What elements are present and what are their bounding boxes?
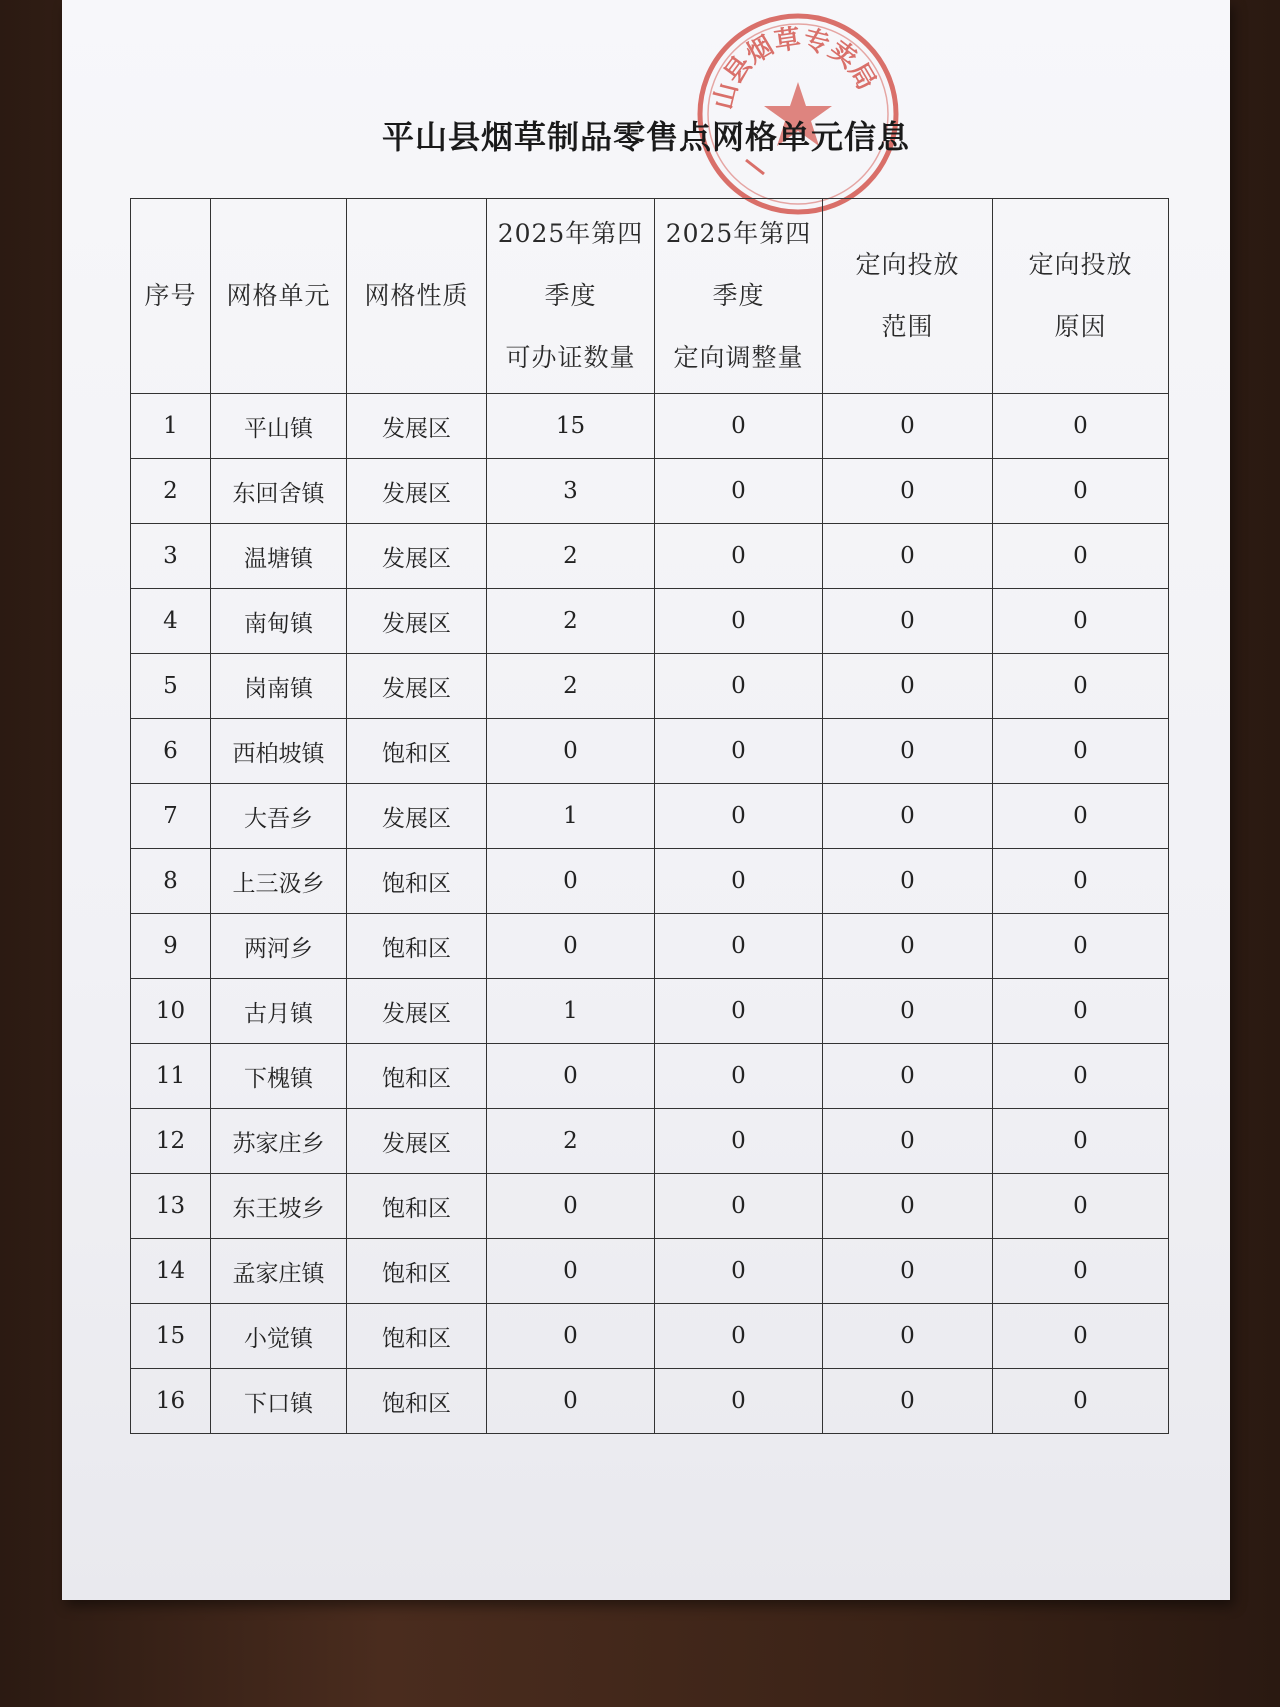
cell-directed-scope: 0 xyxy=(823,1239,993,1304)
cell-directed-adjust: 0 xyxy=(655,524,823,589)
header-line: 网格性质 xyxy=(364,281,469,310)
cell-grid-nature: 发展区 xyxy=(347,654,487,719)
cell-directed-reason: 0 xyxy=(993,589,1169,654)
header-directed-adjust xyxy=(655,199,823,394)
document-title: 平山县烟草制品零售点网格单元信息 xyxy=(381,118,910,156)
cell-directed-scope: 0 xyxy=(823,719,993,784)
cell-grid-unit: 两河乡 xyxy=(211,914,347,979)
header-line: 2025年第四 xyxy=(497,219,644,248)
cell-directed-adjust: 0 xyxy=(655,719,823,784)
cell-directed-adjust: 0 xyxy=(655,654,823,719)
cell-directed-scope: 0 xyxy=(823,1304,993,1369)
cell-directed-reason: 0 xyxy=(993,784,1169,849)
header-line: 序号 xyxy=(144,281,197,310)
cell-index: 2 xyxy=(131,459,211,524)
header-line: 季度 xyxy=(544,281,597,310)
header-line: 网格单元 xyxy=(226,281,331,310)
cell-grid-unit: 温塘镇 xyxy=(211,524,347,589)
cell-grid-unit: 苏家庄乡 xyxy=(211,1109,347,1174)
cell-index: 14 xyxy=(131,1239,211,1304)
cell-directed-reason: 0 xyxy=(993,524,1169,589)
cell-directed-scope: 0 xyxy=(823,784,993,849)
cell-grid-unit: 西柏坡镇 xyxy=(211,719,347,784)
cell-grid-nature: 饱和区 xyxy=(347,914,487,979)
header-line: 范围 xyxy=(881,312,934,341)
cell-license-quota: 2 xyxy=(487,654,655,719)
cell-license-quota: 15 xyxy=(487,394,655,459)
cell-directed-adjust: 0 xyxy=(655,1304,823,1369)
cell-license-quota: 2 xyxy=(487,524,655,589)
header-line: 定向调整量 xyxy=(673,343,804,372)
cell-directed-adjust: 0 xyxy=(655,1109,823,1174)
table-row xyxy=(131,1369,1169,1434)
cell-directed-scope: 0 xyxy=(823,1369,993,1434)
cell-grid-unit: 岗南镇 xyxy=(211,654,347,719)
cell-grid-nature: 发展区 xyxy=(347,524,487,589)
cell-license-quota: 0 xyxy=(487,849,655,914)
cell-license-quota: 0 xyxy=(487,1044,655,1109)
table-row xyxy=(131,784,1169,849)
cell-grid-unit: 上三汲乡 xyxy=(211,849,347,914)
cell-grid-unit: 小觉镇 xyxy=(211,1304,347,1369)
table-row xyxy=(131,394,1169,459)
header-directed-scope xyxy=(823,199,993,394)
cell-license-quota: 0 xyxy=(487,1304,655,1369)
cell-directed-adjust: 0 xyxy=(655,1369,823,1434)
cell-index: 9 xyxy=(131,914,211,979)
cell-grid-nature: 发展区 xyxy=(347,784,487,849)
cell-grid-unit: 南甸镇 xyxy=(211,589,347,654)
cell-directed-scope: 0 xyxy=(823,1044,993,1109)
cell-index: 15 xyxy=(131,1304,211,1369)
table-row xyxy=(131,1174,1169,1239)
header-license-quota xyxy=(487,199,655,394)
cell-directed-reason: 0 xyxy=(993,654,1169,719)
cell-directed-adjust: 0 xyxy=(655,979,823,1044)
cell-license-quota: 2 xyxy=(487,589,655,654)
table-row xyxy=(131,914,1169,979)
table-row xyxy=(131,849,1169,914)
cell-directed-adjust: 0 xyxy=(655,1174,823,1239)
cell-grid-unit: 东回舍镇 xyxy=(211,459,347,524)
cell-index: 4 xyxy=(131,589,211,654)
cell-grid-unit: 大吾乡 xyxy=(211,784,347,849)
table-row xyxy=(131,1044,1169,1109)
cell-directed-reason: 0 xyxy=(993,1109,1169,1174)
cell-grid-unit: 东王坡乡 xyxy=(211,1174,347,1239)
cell-directed-reason: 0 xyxy=(993,914,1169,979)
cell-grid-nature: 发展区 xyxy=(347,459,487,524)
table-row xyxy=(131,654,1169,719)
cell-index: 11 xyxy=(131,1044,211,1109)
cell-grid-unit: 孟家庄镇 xyxy=(211,1239,347,1304)
cell-directed-scope: 0 xyxy=(823,1109,993,1174)
cell-directed-reason: 0 xyxy=(993,719,1169,784)
cell-directed-reason: 0 xyxy=(993,1304,1169,1369)
table-row xyxy=(131,459,1169,524)
table-row xyxy=(131,719,1169,784)
cell-directed-scope: 0 xyxy=(823,459,993,524)
cell-license-quota: 1 xyxy=(487,784,655,849)
cell-license-quota: 0 xyxy=(487,1174,655,1239)
cell-license-quota: 0 xyxy=(487,1239,655,1304)
header-grid-unit xyxy=(211,199,347,394)
cell-grid-nature: 发展区 xyxy=(347,1109,487,1174)
table-row xyxy=(131,589,1169,654)
cell-license-quota: 0 xyxy=(487,1369,655,1434)
cell-index: 8 xyxy=(131,849,211,914)
cell-grid-unit: 平山镇 xyxy=(211,394,347,459)
grid-unit-table xyxy=(130,198,1169,1434)
header-index xyxy=(131,199,211,394)
cell-directed-adjust: 0 xyxy=(655,914,823,979)
header-directed-reason xyxy=(993,199,1169,394)
table-row xyxy=(131,979,1169,1044)
cell-index: 7 xyxy=(131,784,211,849)
table-row xyxy=(131,524,1169,589)
header-line: 定向投放 xyxy=(855,250,960,279)
cell-directed-reason: 0 xyxy=(993,1174,1169,1239)
cell-directed-scope: 0 xyxy=(823,979,993,1044)
cell-grid-nature: 饱和区 xyxy=(347,1304,487,1369)
cell-directed-adjust: 0 xyxy=(655,394,823,459)
cell-directed-reason: 0 xyxy=(993,979,1169,1044)
cell-directed-adjust: 0 xyxy=(655,849,823,914)
cell-grid-nature: 饱和区 xyxy=(347,1239,487,1304)
table-body xyxy=(131,394,1169,1434)
header-line: 季度 xyxy=(712,281,765,310)
header-line: 原因 xyxy=(1054,312,1107,341)
cell-grid-unit: 下槐镇 xyxy=(211,1044,347,1109)
cell-directed-scope: 0 xyxy=(823,589,993,654)
table-row xyxy=(131,1304,1169,1369)
cell-directed-adjust: 0 xyxy=(655,459,823,524)
cell-index: 6 xyxy=(131,719,211,784)
cell-directed-adjust: 0 xyxy=(655,784,823,849)
cell-directed-scope: 0 xyxy=(823,849,993,914)
cell-grid-nature: 发展区 xyxy=(347,394,487,459)
cell-grid-nature: 饱和区 xyxy=(347,1044,487,1109)
table-row xyxy=(131,1239,1169,1304)
cell-grid-nature: 饱和区 xyxy=(347,849,487,914)
cell-directed-scope: 0 xyxy=(823,524,993,589)
cell-directed-reason: 0 xyxy=(993,1239,1169,1304)
cell-grid-nature: 发展区 xyxy=(347,589,487,654)
cell-license-quota: 2 xyxy=(487,1109,655,1174)
header-grid-nature xyxy=(347,199,487,394)
cell-index: 12 xyxy=(131,1109,211,1174)
cell-index: 1 xyxy=(131,394,211,459)
table-header-row xyxy=(131,199,1169,394)
cell-grid-nature: 饱和区 xyxy=(347,1174,487,1239)
header-line: 2025年第四 xyxy=(665,219,812,248)
cell-directed-adjust: 0 xyxy=(655,589,823,654)
cell-index: 16 xyxy=(131,1369,211,1434)
cell-grid-nature: 饱和区 xyxy=(347,1369,487,1434)
seal-text: 山县烟草专卖局 xyxy=(708,23,882,113)
header-line: 定向投放 xyxy=(1028,250,1133,279)
cell-directed-reason: 0 xyxy=(993,459,1169,524)
cell-grid-nature: 饱和区 xyxy=(347,719,487,784)
table-row xyxy=(131,1109,1169,1174)
cell-grid-unit: 古月镇 xyxy=(211,979,347,1044)
cell-index: 13 xyxy=(131,1174,211,1239)
cell-index: 5 xyxy=(131,654,211,719)
cell-directed-adjust: 0 xyxy=(655,1044,823,1109)
cell-license-quota: 3 xyxy=(487,459,655,524)
header-line: 可办证数量 xyxy=(505,343,636,372)
cell-directed-scope: 0 xyxy=(823,654,993,719)
cell-directed-reason: 0 xyxy=(993,1369,1169,1434)
cell-grid-unit: 下口镇 xyxy=(211,1369,347,1434)
cell-directed-scope: 0 xyxy=(823,394,993,459)
cell-directed-reason: 0 xyxy=(993,849,1169,914)
cell-directed-reason: 0 xyxy=(993,394,1169,459)
cell-license-quota: 1 xyxy=(487,979,655,1044)
cell-grid-nature: 发展区 xyxy=(347,979,487,1044)
cell-license-quota: 0 xyxy=(487,719,655,784)
cell-directed-scope: 0 xyxy=(823,914,993,979)
cell-directed-adjust: 0 xyxy=(655,1239,823,1304)
cell-license-quota: 0 xyxy=(487,914,655,979)
cell-directed-reason: 0 xyxy=(993,1044,1169,1109)
cell-directed-scope: 0 xyxy=(823,1174,993,1239)
cell-index: 3 xyxy=(131,524,211,589)
cell-index: 10 xyxy=(131,979,211,1044)
